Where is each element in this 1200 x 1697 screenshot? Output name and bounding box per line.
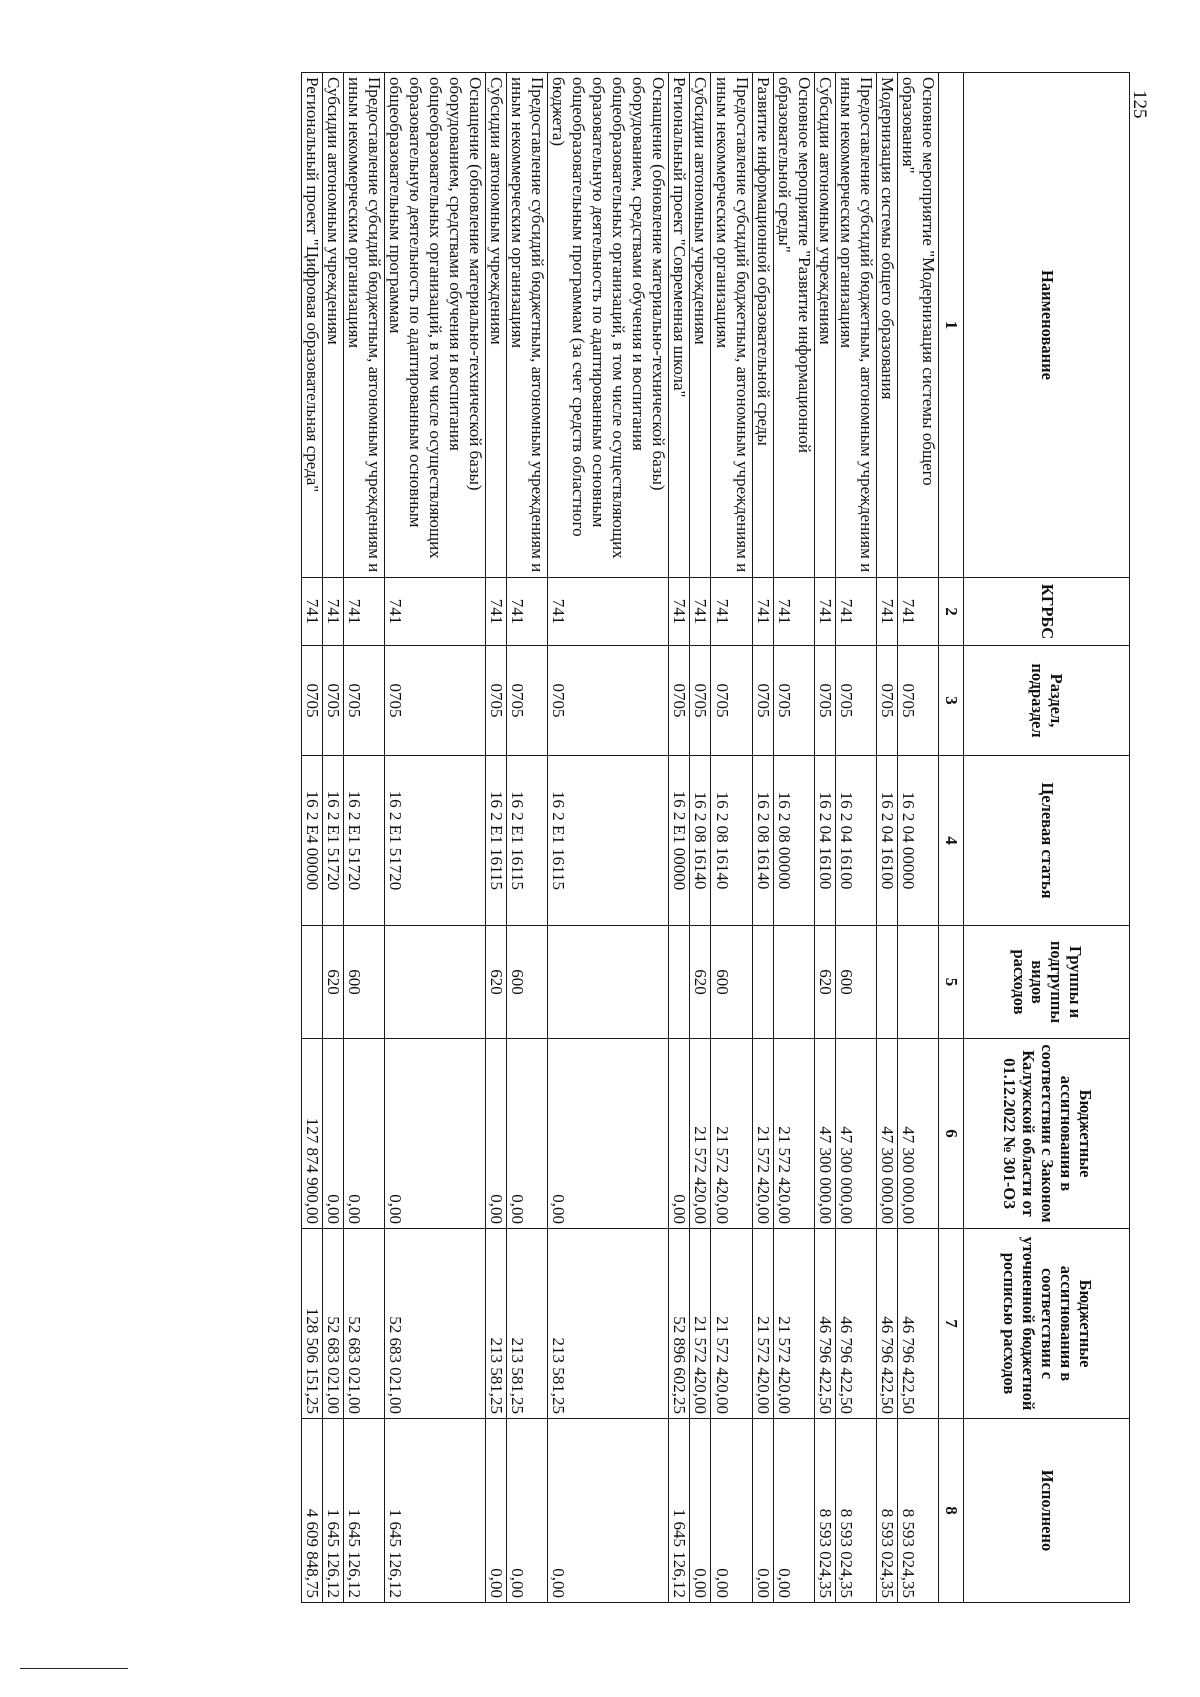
row-target-article: 16 2 E4 00000 — [301, 756, 322, 926]
header-section: Раздел, подраздел — [964, 646, 1130, 756]
row-target-article: 16 2 08 16140 — [690, 756, 711, 926]
row-executed-amount: 8 593 024,35 — [814, 1419, 835, 1603]
row-expense-group: 620 — [485, 926, 506, 1039]
row-law-amount: 0,00 — [669, 1039, 690, 1229]
row-target-article: 16 2 E1 16115 — [548, 756, 669, 926]
row-executed-amount: 0,00 — [690, 1419, 711, 1603]
row-law-amount: 21 572 420,00 — [711, 1039, 752, 1229]
row-section: 0705 — [690, 646, 711, 756]
row-executed-amount: 0,00 — [711, 1419, 752, 1603]
row-expense-group: 600 — [835, 926, 876, 1039]
row-expense-group — [752, 926, 773, 1039]
row-kgrbs: 741 — [507, 578, 548, 646]
row-name: Модернизация системы общего образования — [876, 73, 897, 578]
row-section: 0705 — [322, 646, 343, 756]
row-kgrbs: 741 — [301, 578, 322, 646]
row-expense-group: 600 — [507, 926, 548, 1039]
page-number: 125 — [1129, 90, 1150, 119]
row-expense-group: 620 — [690, 926, 711, 1039]
row-kgrbs: 741 — [835, 578, 876, 646]
row-refined-amount: 21 572 420,00 — [752, 1229, 773, 1419]
row-law-amount: 127 874 900,00 — [301, 1039, 322, 1229]
row-kgrbs: 741 — [669, 578, 690, 646]
row-section: 0705 — [752, 646, 773, 756]
row-law-amount: 47 300 000,00 — [876, 1039, 897, 1229]
header-law-allocations: Бюджетные ассигнования в соответствии с Законом Калужской области от 01.12.2022 № 301-ОЗ — [964, 1039, 1130, 1229]
row-kgrbs: 741 — [343, 578, 384, 646]
row-refined-amount: 213 581,25 — [548, 1229, 669, 1419]
table-row — [384, 73, 485, 1603]
budget-table — [301, 72, 1130, 1603]
table-row — [897, 73, 938, 1603]
row-name: Основное мероприятие "Модернизация системы общего образования" — [897, 73, 938, 578]
row-kgrbs: 741 — [548, 578, 669, 646]
row-name: Предоставление субсидий бюджетным, автономным учреждениям и иным некоммерческим организациям — [343, 73, 384, 578]
row-target-article: 16 2 E1 00000 — [669, 756, 690, 926]
row-section: 0705 — [301, 646, 322, 756]
row-expense-group: 620 — [322, 926, 343, 1039]
row-kgrbs: 741 — [876, 578, 897, 646]
row-kgrbs: 741 — [485, 578, 506, 646]
row-name: Субсидии автономным учреждениям — [485, 73, 506, 578]
row-target-article: 16 2 E1 51720 — [343, 756, 384, 926]
row-section: 0705 — [897, 646, 938, 756]
row-executed-amount: 1 645 126,12 — [343, 1419, 384, 1603]
row-law-amount: 21 572 420,00 — [773, 1039, 814, 1229]
row-law-amount: 47 300 000,00 — [897, 1039, 938, 1229]
header-name: Наименование — [964, 73, 1130, 578]
row-refined-amount: 52 896 602,25 — [669, 1229, 690, 1419]
row-executed-amount: 0,00 — [752, 1419, 773, 1603]
row-expense-group: 600 — [343, 926, 384, 1039]
row-target-article: 16 2 E1 16115 — [485, 756, 506, 926]
row-target-article: 16 2 04 16100 — [835, 756, 876, 926]
row-section: 0705 — [711, 646, 752, 756]
row-kgrbs: 741 — [814, 578, 835, 646]
column-number: 3 — [939, 646, 964, 756]
row-name: Развитие информационной образовательной среды — [752, 73, 773, 578]
table-row — [835, 73, 876, 1603]
row-target-article: 16 2 08 16140 — [752, 756, 773, 926]
header-target-article: Целевая статья — [964, 756, 1130, 926]
row-kgrbs: 741 — [384, 578, 485, 646]
row-expense-group — [548, 926, 669, 1039]
row-name: Предоставление субсидий бюджетным, автономным учреждениям и иным некоммерческим организациям — [711, 73, 752, 578]
table-body — [301, 73, 938, 1603]
margin-line — [20, 1668, 128, 1669]
row-law-amount: 21 572 420,00 — [690, 1039, 711, 1229]
row-law-amount: 0,00 — [384, 1039, 485, 1229]
row-law-amount: 0,00 — [548, 1039, 669, 1229]
column-number-row — [939, 73, 964, 1603]
row-target-article: 16 2 E1 51720 — [322, 756, 343, 926]
table-row — [773, 73, 814, 1603]
row-expense-group: 620 — [814, 926, 835, 1039]
row-section: 0705 — [343, 646, 384, 756]
row-name: Оснащение (обновление материально-технической базы) оборудованием, средствами обучения и воспитания общеобразовательных организаций, в том числе осуществляющих образовательную деятельность по адаптированным основным общеобразовательным программам — [384, 73, 485, 578]
row-section: 0705 — [814, 646, 835, 756]
row-executed-amount: 8 593 024,35 — [835, 1419, 876, 1603]
row-executed-amount: 8 593 024,35 — [876, 1419, 897, 1603]
row-section: 0705 — [384, 646, 485, 756]
row-kgrbs: 741 — [322, 578, 343, 646]
rotated-table-container — [120, 72, 1130, 1602]
row-name: Субсидии автономным учреждениям — [322, 73, 343, 578]
row-name: Субсидии автономным учреждениям — [814, 73, 835, 578]
row-section: 0705 — [507, 646, 548, 756]
table-row — [814, 73, 835, 1603]
row-target-article: 16 2 08 16140 — [711, 756, 752, 926]
row-refined-amount: 52 683 021,00 — [384, 1229, 485, 1419]
row-section: 0705 — [773, 646, 814, 756]
row-refined-amount: 46 796 422,50 — [876, 1229, 897, 1419]
row-expense-group — [773, 926, 814, 1039]
row-executed-amount: 0,00 — [773, 1419, 814, 1603]
column-number: 2 — [939, 578, 964, 646]
column-number: 5 — [939, 926, 964, 1039]
row-executed-amount: 1 645 126,12 — [384, 1419, 485, 1603]
row-law-amount: 0,00 — [485, 1039, 506, 1229]
row-refined-amount: 52 683 021,00 — [322, 1229, 343, 1419]
row-name: Основное мероприятие "Развитие информационной образовательной среды" — [773, 73, 814, 578]
row-target-article: 16 2 04 16100 — [814, 756, 835, 926]
column-number: 6 — [939, 1039, 964, 1229]
row-kgrbs: 741 — [752, 578, 773, 646]
row-expense-group — [669, 926, 690, 1039]
row-executed-amount: 1 645 126,12 — [322, 1419, 343, 1603]
row-executed-amount: 0,00 — [548, 1419, 669, 1603]
row-section: 0705 — [835, 646, 876, 756]
row-law-amount: 0,00 — [322, 1039, 343, 1229]
row-name: Предоставление субсидий бюджетным, автономным учреждениям и иным некоммерческим организациям — [835, 73, 876, 578]
row-refined-amount: 21 572 420,00 — [690, 1229, 711, 1419]
table-row — [301, 73, 322, 1603]
row-section: 0705 — [669, 646, 690, 756]
row-law-amount: 47 300 000,00 — [814, 1039, 835, 1229]
row-expense-group — [301, 926, 322, 1039]
row-law-amount: 47 300 000,00 — [835, 1039, 876, 1229]
row-name: Предоставление субсидий бюджетным, автономным учреждениям и иным некоммерческим организациям — [507, 73, 548, 578]
column-number: 4 — [939, 756, 964, 926]
row-executed-amount: 0,00 — [485, 1419, 506, 1603]
row-executed-amount: 1 645 126,12 — [669, 1419, 690, 1603]
row-target-article: 16 2 E1 16115 — [507, 756, 548, 926]
row-refined-amount: 52 683 021,00 — [343, 1229, 384, 1419]
table-row — [485, 73, 506, 1603]
row-law-amount: 21 572 420,00 — [752, 1039, 773, 1229]
table-row — [548, 73, 669, 1603]
row-section: 0705 — [485, 646, 506, 756]
row-expense-group — [897, 926, 938, 1039]
row-target-article: 16 2 04 16100 — [876, 756, 897, 926]
row-expense-group: 600 — [711, 926, 752, 1039]
header-expense-groups: Группы и подгруппы видов расходов — [964, 926, 1130, 1039]
table-row — [507, 73, 548, 1603]
row-refined-amount: 46 796 422,50 — [897, 1229, 938, 1419]
row-kgrbs: 741 — [897, 578, 938, 646]
row-section: 0705 — [548, 646, 669, 756]
table-row — [876, 73, 897, 1603]
row-expense-group — [876, 926, 897, 1039]
row-executed-amount: 4 609 848,75 — [301, 1419, 322, 1603]
row-target-article: 16 2 08 00000 — [773, 756, 814, 926]
row-name: Оснащение (обновление материально-технической базы) оборудованием, средствами обучения и воспитания общеобразовательных организаций, в том числе осуществляющих образовательную деятельность по адаптированным основным общеобразовательным программам (за счет средств областного бюджета) — [548, 73, 669, 578]
table-row — [711, 73, 752, 1603]
row-refined-amount: 46 796 422,50 — [835, 1229, 876, 1419]
header-kgrbs: КГРБС — [964, 578, 1130, 646]
header-refined-allocations: Бюджетные ассигнования в соответствии с уточненной бюджетной росписью расходов — [964, 1229, 1130, 1419]
row-name: Региональный проект "Современная школа" — [669, 73, 690, 578]
header-executed: Исполнено — [964, 1419, 1130, 1603]
row-refined-amount: 213 581,25 — [507, 1229, 548, 1419]
row-kgrbs: 741 — [711, 578, 752, 646]
row-target-article: 16 2 04 00000 — [897, 756, 938, 926]
table-row — [669, 73, 690, 1603]
row-kgrbs: 741 — [773, 578, 814, 646]
table-row — [690, 73, 711, 1603]
row-refined-amount: 46 796 422,50 — [814, 1229, 835, 1419]
row-law-amount: 0,00 — [507, 1039, 548, 1229]
row-kgrbs: 741 — [690, 578, 711, 646]
header-row — [964, 73, 1130, 1603]
table-row — [322, 73, 343, 1603]
row-name: Региональный проект "Цифровая образовательная среда" — [301, 73, 322, 578]
row-target-article: 16 2 E1 51720 — [384, 756, 485, 926]
column-number: 8 — [939, 1419, 964, 1603]
row-name: Субсидии автономным учреждениям — [690, 73, 711, 578]
table-row — [343, 73, 384, 1603]
row-refined-amount: 213 581,25 — [485, 1229, 506, 1419]
row-executed-amount: 0,00 — [507, 1419, 548, 1603]
table-row — [752, 73, 773, 1603]
column-number: 7 — [939, 1229, 964, 1419]
row-executed-amount: 8 593 024,35 — [897, 1419, 938, 1603]
row-refined-amount: 128 506 151,25 — [301, 1229, 322, 1419]
row-expense-group — [384, 926, 485, 1039]
column-number: 1 — [939, 73, 964, 578]
row-refined-amount: 21 572 420,00 — [711, 1229, 752, 1419]
row-law-amount: 0,00 — [343, 1039, 384, 1229]
row-refined-amount: 21 572 420,00 — [773, 1229, 814, 1419]
row-section: 0705 — [876, 646, 897, 756]
